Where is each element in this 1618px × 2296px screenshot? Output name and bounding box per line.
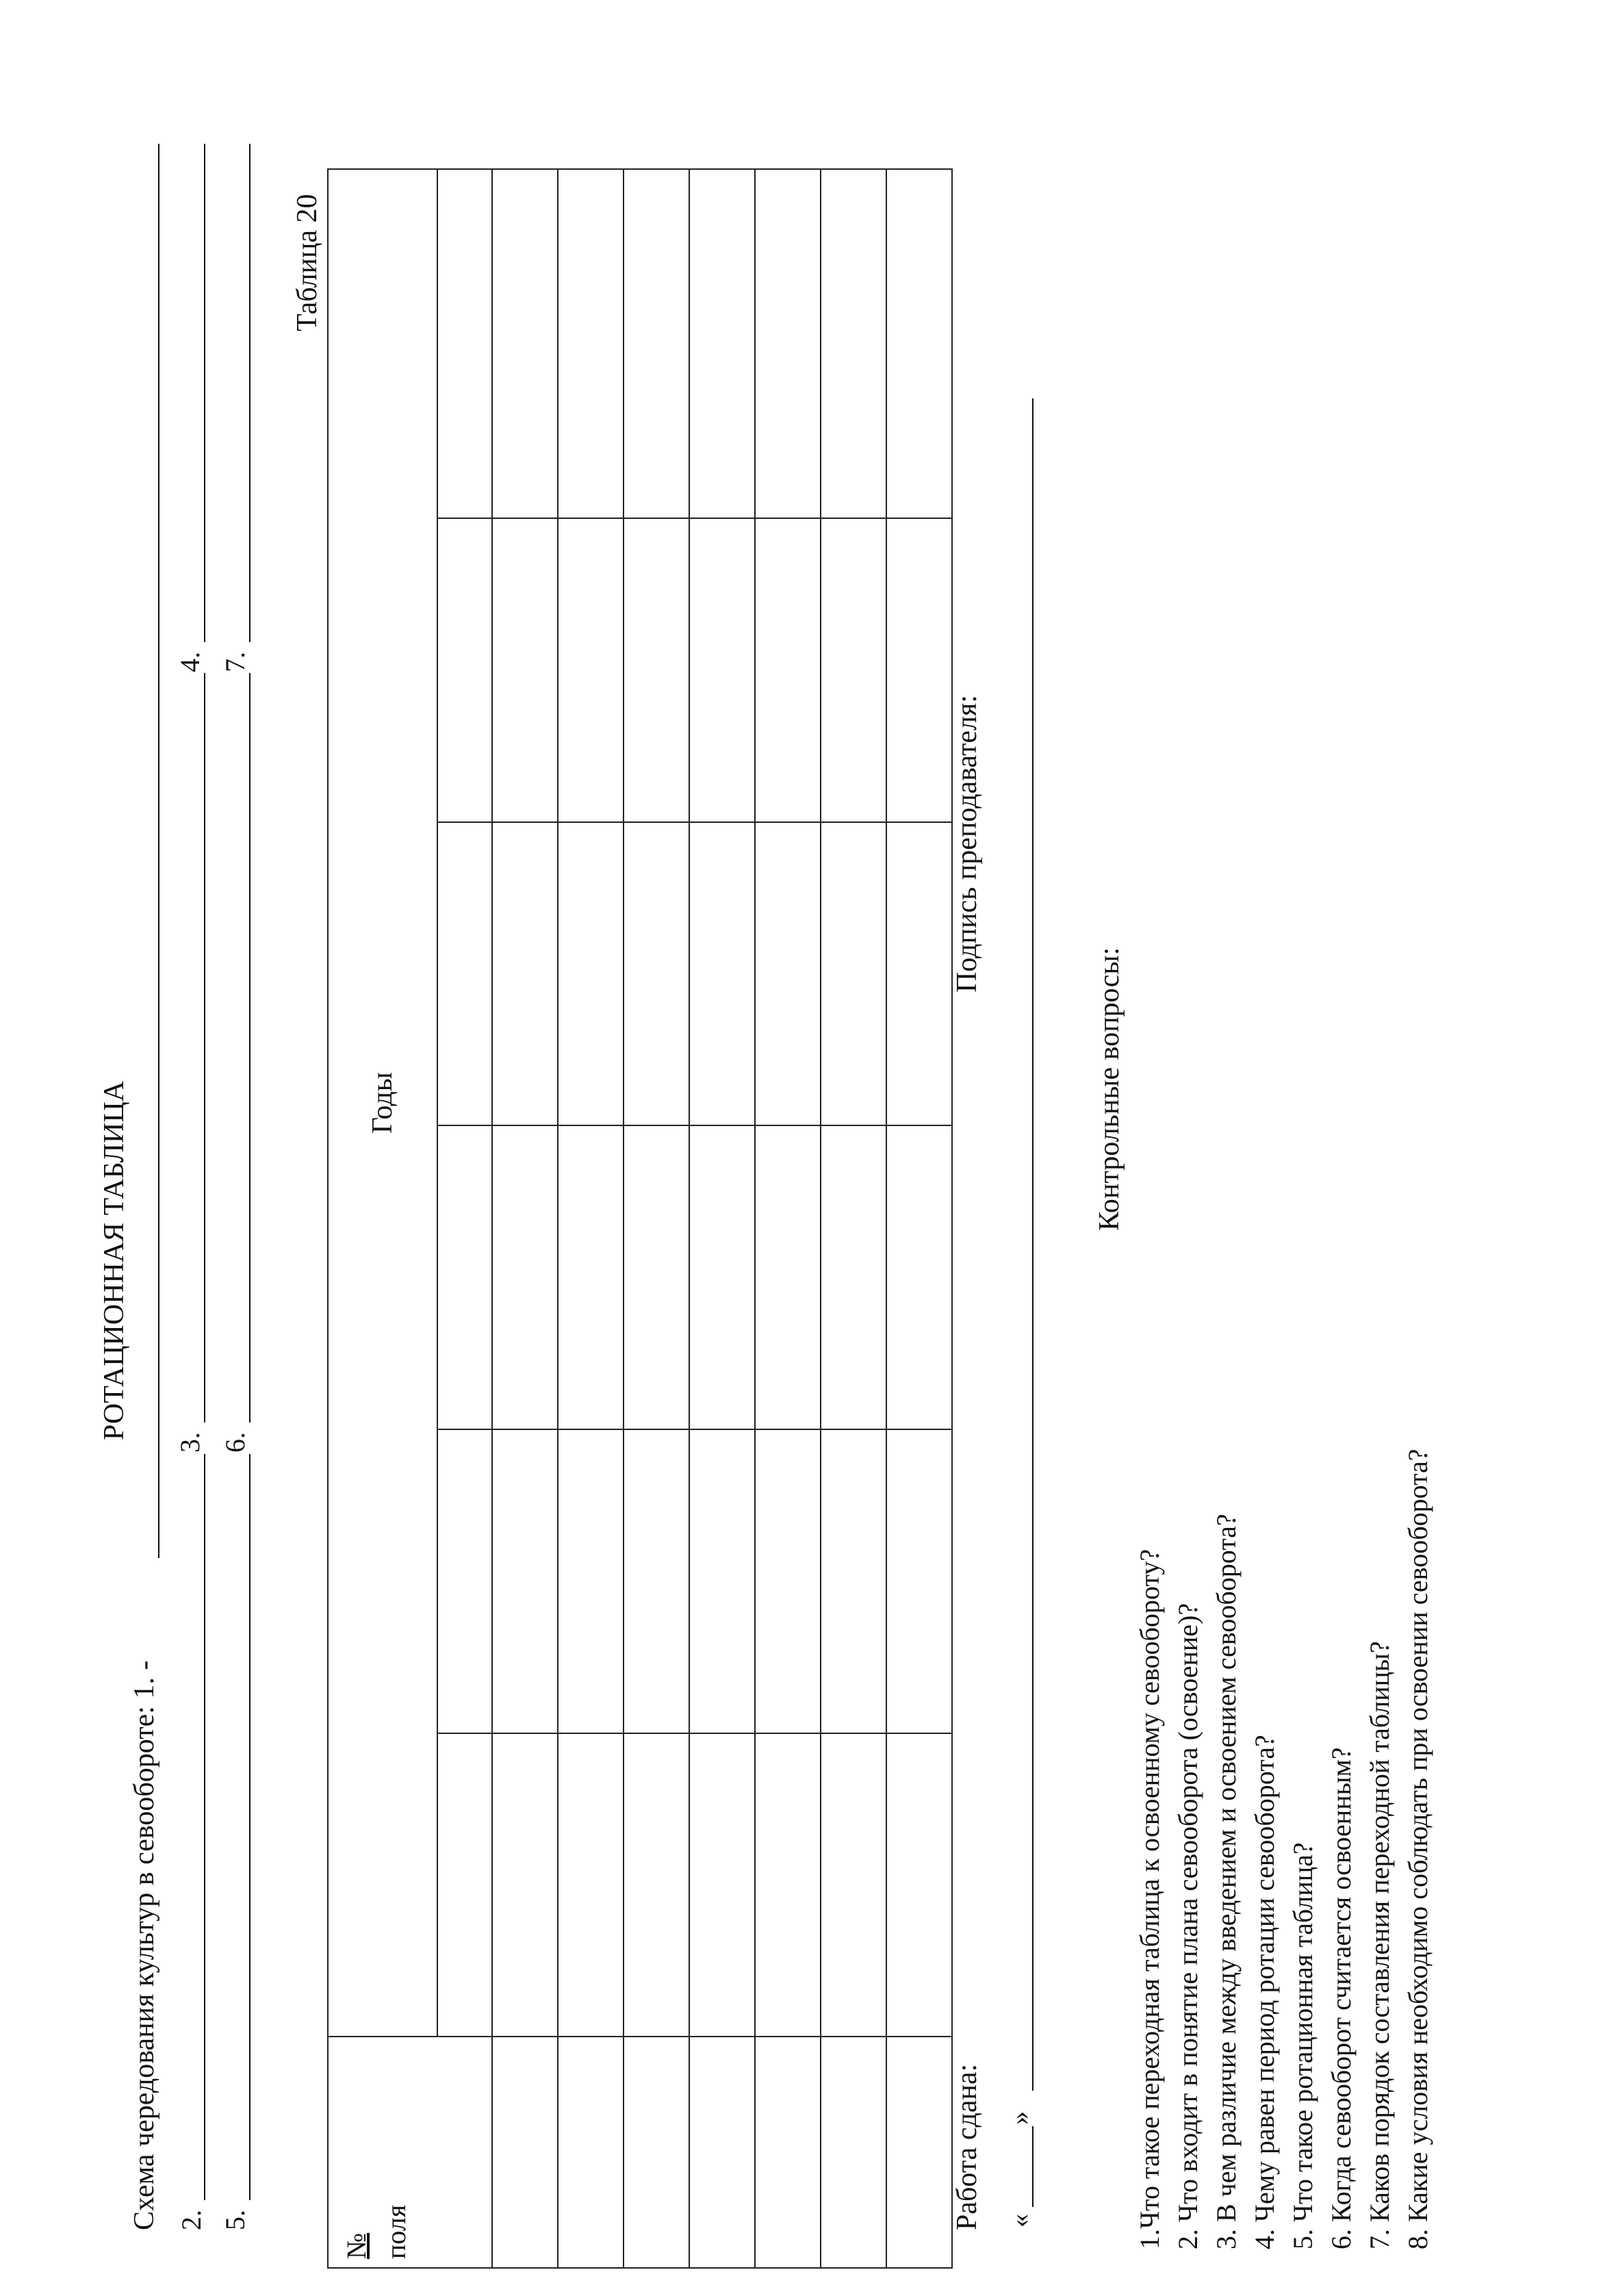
- data-cell[interactable]: [886, 822, 952, 1126]
- field-number-header: [328, 2037, 492, 2268]
- data-cell[interactable]: [755, 1429, 821, 1733]
- data-cell[interactable]: [558, 822, 624, 1126]
- submission-day-line: [1032, 2126, 1033, 2207]
- data-cell[interactable]: [492, 822, 558, 1126]
- table-row: [492, 169, 558, 2268]
- scheme-line-1: [158, 144, 159, 1558]
- field-cell[interactable]: [558, 2037, 624, 2268]
- data-cell[interactable]: [689, 1429, 755, 1733]
- page-title: РОТАЦИОННАЯ ТАБЛИЦА: [99, 1080, 130, 1440]
- table-row: [624, 169, 689, 2268]
- scheme-line-5: [249, 1454, 251, 2200]
- scheme-item-6: 6.: [220, 1432, 251, 1453]
- question-item: 2. Что входит в понятие плана севооборота (освоение)?: [1172, 1603, 1203, 2249]
- data-cell[interactable]: [558, 1733, 624, 2037]
- questions-heading: Контрольные вопросы:: [1094, 947, 1125, 1231]
- table-header-row: [328, 169, 437, 2268]
- question-item: 5. Что такое ротационная таблица?: [1287, 1842, 1318, 2249]
- submission-label: Работа сдана:: [951, 2063, 983, 2230]
- field-cell[interactable]: [886, 2037, 952, 2268]
- scheme-label: Схема чередования культур в севообороте: 1. -: [129, 1660, 160, 2230]
- year-cell[interactable]: [437, 1733, 492, 2037]
- data-cell[interactable]: [886, 1125, 952, 1429]
- rotation-table: [327, 168, 953, 2269]
- question-item: 3. В чем различие между введением и освоением севооборота?: [1211, 1514, 1242, 2249]
- data-cell[interactable]: [689, 1125, 755, 1429]
- question-item: 7. Каков порядок составления переходной таблицы?: [1364, 1641, 1395, 2249]
- table-row: [755, 169, 821, 2268]
- scheme-item-4: 4.: [175, 652, 205, 672]
- years-header: [328, 169, 437, 2037]
- data-cell[interactable]: [821, 169, 886, 518]
- data-cell[interactable]: [624, 518, 689, 822]
- scheme-line-2: [204, 1454, 205, 2200]
- scheme-line-3: [204, 673, 205, 1423]
- question-item: 8. Какие условия необходимо соблюдать при освоении севооборота?: [1402, 1449, 1433, 2249]
- year-subheader-row: [437, 169, 492, 2268]
- year-cell[interactable]: [437, 169, 492, 518]
- data-cell[interactable]: [821, 1429, 886, 1733]
- table-caption: Таблица 20: [292, 194, 323, 331]
- question-item: 1.Что такое переходная таблица к освоенному севообороту?: [1134, 1548, 1165, 2249]
- question-item: 4. Чему равен период ротации севооборота?: [1249, 1735, 1280, 2249]
- data-cell[interactable]: [689, 169, 755, 518]
- data-cell[interactable]: [755, 169, 821, 518]
- data-cell[interactable]: [755, 1125, 821, 1429]
- data-cell[interactable]: [886, 1733, 952, 2037]
- field-number-word: поля: [381, 2204, 411, 2259]
- scheme-line-6: [249, 673, 251, 1423]
- data-cell[interactable]: [755, 1733, 821, 2037]
- field-cell[interactable]: [689, 2037, 755, 2268]
- signature-line: [1032, 398, 1033, 1353]
- data-cell[interactable]: [624, 822, 689, 1126]
- submission-close-quote: »: [1004, 2111, 1035, 2125]
- year-cell[interactable]: [437, 822, 492, 1126]
- field-cell[interactable]: [624, 2037, 689, 2268]
- data-cell[interactable]: [689, 1733, 755, 2037]
- data-cell[interactable]: [886, 518, 952, 822]
- data-cell[interactable]: [821, 822, 886, 1126]
- data-cell[interactable]: [821, 1125, 886, 1429]
- data-cell[interactable]: [492, 1429, 558, 1733]
- year-cell[interactable]: [437, 1429, 492, 1733]
- data-cell[interactable]: [492, 518, 558, 822]
- data-cell[interactable]: [624, 1733, 689, 2037]
- scheme-item-2: 2.: [176, 2210, 207, 2230]
- data-cell[interactable]: [624, 169, 689, 518]
- scheme-line-4: [204, 144, 205, 642]
- scheme-item-3: 3.: [175, 1432, 205, 1453]
- submission-month-line: [1032, 1294, 1033, 2091]
- table-row: [558, 169, 624, 2268]
- question-item: 6. Когда севооборот считается освоенным?: [1326, 1747, 1357, 2249]
- data-cell[interactable]: [689, 822, 755, 1126]
- scheme-item-7: 7.: [220, 652, 251, 672]
- table-row: [886, 169, 952, 2268]
- data-cell[interactable]: [558, 169, 624, 518]
- scheme-line-7: [249, 144, 251, 642]
- field-cell[interactable]: [492, 2037, 558, 2268]
- data-cell[interactable]: [755, 822, 821, 1126]
- signature-label: Подпись преподавателя:: [951, 695, 983, 993]
- years-header-label: Годы: [367, 1072, 398, 1134]
- data-cell[interactable]: [755, 518, 821, 822]
- data-cell[interactable]: [492, 1733, 558, 2037]
- data-cell[interactable]: [558, 1429, 624, 1733]
- data-cell[interactable]: [624, 1125, 689, 1429]
- table-row: [821, 169, 886, 2268]
- data-cell[interactable]: [558, 518, 624, 822]
- year-cell[interactable]: [437, 1125, 492, 1429]
- data-cell[interactable]: [886, 169, 952, 518]
- data-cell[interactable]: [821, 518, 886, 822]
- submission-open-quote: «: [1004, 2214, 1035, 2228]
- table-row: [689, 169, 755, 2268]
- field-cell[interactable]: [755, 2037, 821, 2268]
- data-cell[interactable]: [492, 169, 558, 518]
- data-cell[interactable]: [689, 518, 755, 822]
- scheme-item-5: 5.: [220, 2210, 251, 2230]
- data-cell[interactable]: [558, 1125, 624, 1429]
- data-cell[interactable]: [821, 1733, 886, 2037]
- field-number-symbol: №: [341, 2232, 372, 2259]
- field-cell[interactable]: [821, 2037, 886, 2268]
- data-cell[interactable]: [492, 1125, 558, 1429]
- year-cell[interactable]: [437, 518, 492, 822]
- data-cell[interactable]: [624, 1429, 689, 1733]
- data-cell[interactable]: [886, 1429, 952, 1733]
